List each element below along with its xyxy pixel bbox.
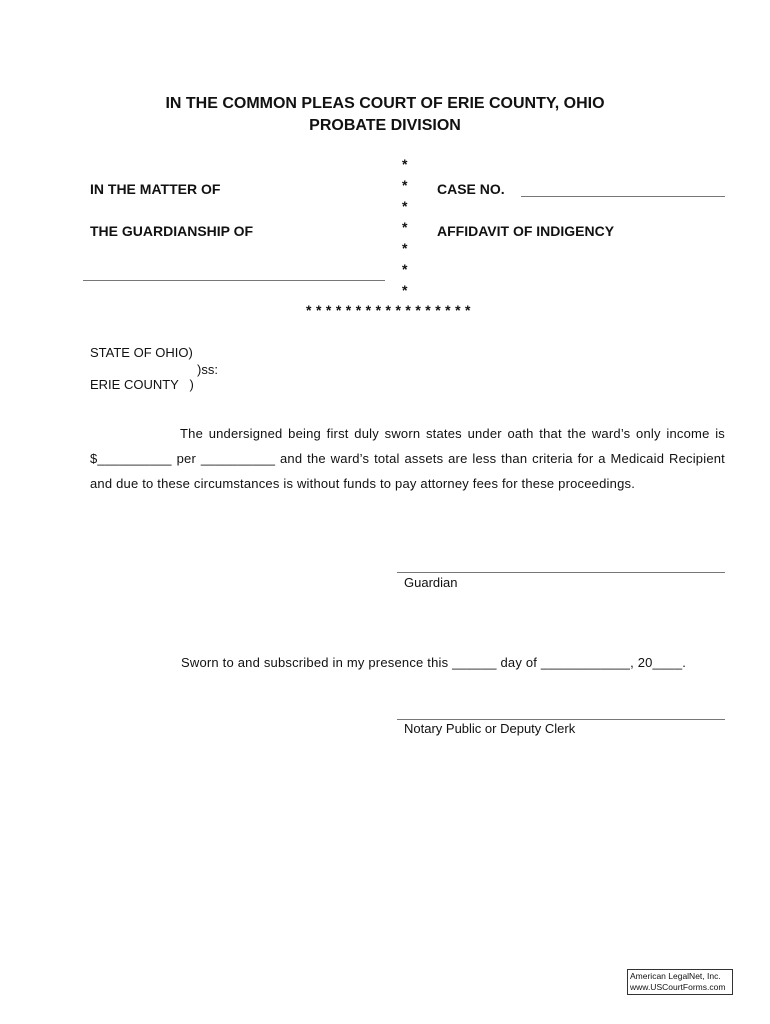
publisher-box [627, 969, 733, 995]
star-separator: * * * * * * * * * * * * * * * * * [306, 302, 471, 318]
caption-star: * [402, 282, 408, 298]
guardian-signature-line[interactable] [397, 572, 725, 573]
affidavit-statement-text: The undersigned being first duly sworn states under oath that the ward’s only income is $__________ per __________ and the ward’s total assets are less than criteria for a Medicaid Recipient and due to these circumstances is without funds to pay attorney fees for these proceedings. [90, 426, 725, 491]
notary-signature-line[interactable] [397, 719, 725, 720]
caption-star: * [402, 177, 408, 193]
publisher-name: American LegalNet, Inc. [630, 971, 721, 981]
ward-name-line[interactable] [83, 280, 385, 281]
case-no-line[interactable] [521, 196, 725, 197]
caption-star: * [402, 261, 408, 277]
venue-ss: )ss: [197, 362, 218, 377]
notary-label: Notary Public or Deputy Clerk [404, 721, 576, 736]
affidavit-statement [90, 421, 725, 496]
caption-star: * [402, 156, 408, 172]
publisher-website: www.USCourtForms.com [630, 982, 726, 992]
guardian-label: Guardian [404, 575, 458, 590]
caption-star: * [402, 198, 408, 214]
venue-county: ERIE COUNTY ) [90, 377, 194, 392]
guardianship-of-label: THE GUARDIANSHIP OF [90, 223, 254, 239]
case-no-label: CASE NO. [437, 181, 505, 197]
court-heading: IN THE COMMON PLEAS COURT OF ERIE COUNTY, OHIO [165, 95, 605, 112]
caption-star: * [402, 219, 408, 235]
document-title: AFFIDAVIT OF INDIGENCY [437, 223, 615, 239]
division-heading: PROBATE DIVISION [309, 117, 461, 134]
venue-state: STATE OF OHIO) [90, 345, 193, 360]
caption-star: * [402, 240, 408, 256]
matter-of-label: IN THE MATTER OF [90, 181, 221, 197]
sworn-statement: Sworn to and subscribed in my presence this ______ day of ____________, 20____. [181, 655, 687, 670]
